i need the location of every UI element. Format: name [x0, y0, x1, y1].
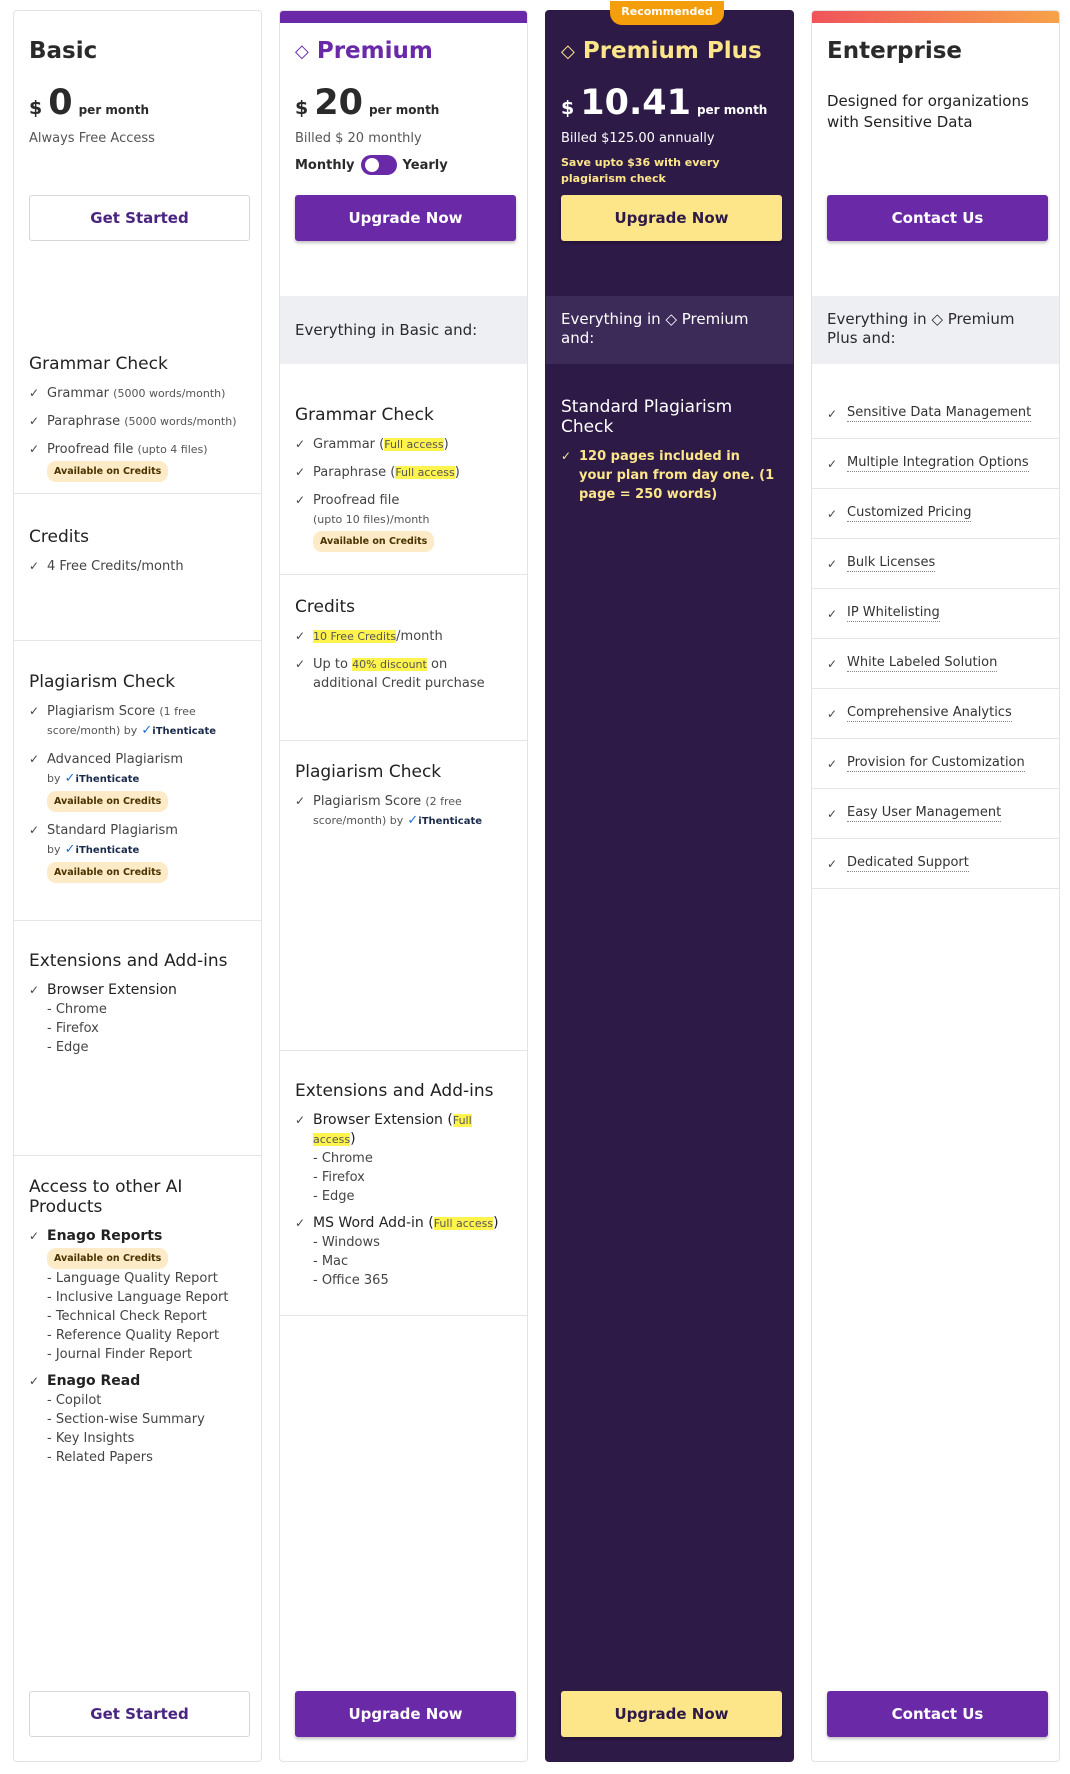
discount-highlight: 40% discount	[352, 658, 427, 671]
upgrade-now-button-bottom[interactable]: Upgrade Now	[561, 1691, 782, 1737]
check-icon: ✓	[827, 556, 838, 571]
feature-link[interactable]: Provision for Customization	[847, 755, 1025, 770]
diamond-icon: ◇	[295, 40, 309, 62]
full-access-highlight: Full access	[313, 1114, 472, 1146]
feature-label: 120 pages included in your plan from day one. (1 page = 250 words)	[579, 449, 775, 502]
feature-plagiarism-score	[29, 702, 246, 741]
plan-premium	[279, 10, 528, 1762]
feature-label: MS Word Add-in	[313, 1215, 424, 1231]
feature-link[interactable]: White Labeled Solution	[847, 655, 998, 670]
section-heading: Credits	[295, 597, 355, 617]
enterprise-feature	[812, 439, 1059, 489]
feature-note: (5000 words/month)	[113, 387, 226, 400]
monthly-label: Monthly	[295, 157, 355, 173]
sub-item: - Journal Finder Report	[47, 1347, 193, 1362]
sub-item: - Language Quality Report	[47, 1271, 218, 1286]
price	[29, 83, 149, 123]
feature-link[interactable]: Bulk Licenses	[847, 555, 936, 570]
feature-label: Proofread file	[47, 442, 134, 457]
enterprise-feature	[812, 489, 1059, 539]
check-icon: ✓	[295, 794, 306, 808]
currency: $	[561, 97, 575, 119]
section-heading: Plagiarism Check	[29, 672, 176, 692]
feature-grammar	[29, 384, 246, 403]
diamond-icon: ◇	[931, 310, 943, 328]
check-icon: ✓	[827, 456, 838, 471]
section-heading: Access to other AI Products	[29, 1177, 183, 1217]
feature-credit-discount	[295, 655, 512, 693]
plan-title-text: Premium	[316, 38, 433, 64]
diamond-icon: ◇	[561, 40, 575, 62]
plan-enterprise	[811, 10, 1060, 1762]
inherit-band: Everything in Basic and:	[280, 296, 527, 364]
ithenticate-logo: ✓iThenticate	[64, 842, 140, 857]
yearly-label: Yearly	[402, 157, 448, 173]
sub-item: - Section-wise Summary	[47, 1412, 205, 1427]
feature-proofread	[29, 440, 246, 482]
section-credits	[14, 511, 261, 641]
check-icon: ✓	[29, 414, 40, 428]
currency: $	[29, 97, 43, 119]
full-access-highlight: Full access	[384, 438, 444, 451]
check-icon: ✓	[295, 493, 306, 507]
feature-link[interactable]: Sensitive Data Management	[847, 405, 1032, 420]
feature-label: Up to	[313, 657, 348, 672]
credits-badge: Available on Credits	[47, 791, 168, 812]
feature-label: Browser Extension	[313, 1112, 443, 1128]
currency: $	[295, 97, 309, 119]
section-standard-plagiarism	[561, 397, 776, 513]
free-credits-highlight: 10 Free Credits	[313, 630, 397, 643]
feature-link[interactable]: Customized Pricing	[847, 505, 972, 520]
feature-label: Plagiarism Score	[313, 794, 422, 809]
ithenticate-logo: ✓iThenticate	[407, 813, 483, 828]
brand-name: iThenticate	[75, 774, 140, 785]
feature-enago-reports	[29, 1227, 246, 1269]
feature-note: (upto 10 files)/month	[313, 513, 430, 526]
enterprise-feature	[812, 539, 1059, 589]
sub-item: - Technical Check Report	[47, 1309, 207, 1324]
check-icon: ✓	[29, 559, 40, 573]
check-icon: ✓	[29, 983, 40, 997]
feature-note: (2 free score/month) by	[313, 795, 462, 827]
band-text: Everything in	[827, 310, 927, 328]
sub-item: - Windows	[313, 1235, 380, 1250]
feature-label: Grammar	[313, 437, 376, 452]
get-started-button-bottom[interactable]: Get Started	[29, 1691, 250, 1737]
feature-enago-read	[29, 1372, 246, 1391]
full-access-highlight: Full access	[433, 1217, 494, 1230]
section-plagiarism	[14, 656, 261, 921]
check-icon: ✓	[295, 657, 306, 671]
billing-switch[interactable]	[361, 155, 397, 175]
credits-badge: Available on Credits	[47, 1248, 168, 1269]
plan-title	[295, 38, 433, 64]
check-icon: ✓	[827, 656, 838, 671]
brand-name: iThenticate	[418, 816, 483, 827]
feature-paraphrase	[29, 412, 246, 431]
feature-label: /month	[396, 629, 443, 644]
check-icon: ✓	[295, 1113, 306, 1127]
check-icon: ✓	[29, 752, 40, 766]
band-text: Premium Plus and:	[827, 310, 1015, 347]
upgrade-now-button[interactable]: Upgrade Now	[561, 195, 782, 241]
check-icon: ✓	[29, 704, 40, 718]
check-icon: ✓	[29, 1374, 40, 1388]
feature-label: Paraphrase	[313, 465, 387, 480]
plan-title: Enterprise	[827, 38, 963, 64]
feature-label: Enago Read	[47, 1373, 141, 1389]
plan-premium-plus	[545, 5, 794, 1762]
sub-item: - Chrome	[313, 1151, 373, 1166]
feature-free-credits	[295, 627, 512, 646]
feature-label: 4 Free Credits/month	[47, 559, 184, 574]
section-heading: Extensions and Add-ins	[295, 1081, 494, 1101]
sub-item: - Related Papers	[47, 1450, 153, 1465]
get-started-button[interactable]: Get Started	[29, 195, 250, 241]
feature-note: (upto 4 files)	[137, 443, 208, 456]
upgrade-now-button-bottom[interactable]: Upgrade Now	[295, 1691, 516, 1737]
diamond-icon: ◇	[665, 310, 677, 328]
section-heading: Grammar Check	[29, 354, 168, 374]
accent-bar	[812, 11, 1059, 23]
feature-note: (5000 words/month)	[124, 415, 237, 428]
section-extensions	[280, 1071, 527, 1316]
feature-label: Plagiarism Score	[47, 704, 156, 719]
enterprise-feature	[812, 639, 1059, 689]
plan-basic	[13, 10, 262, 1762]
by-label: by	[47, 843, 61, 856]
check-icon: ✓	[827, 406, 838, 421]
check-icon: ✓	[827, 606, 838, 621]
feature-link[interactable]: Dedicated Support	[847, 855, 969, 870]
check-icon: ✓	[561, 449, 572, 463]
section-credits	[280, 581, 527, 741]
ithenticate-logo: ✓iThenticate	[141, 723, 217, 738]
band-text: Premium and:	[561, 310, 749, 347]
sub-item: - Edge	[313, 1189, 355, 1204]
sub-item: - Office 365	[313, 1273, 389, 1288]
sub-item: - Copilot	[47, 1393, 102, 1408]
recommended-badge: Recommended	[610, 1, 724, 25]
full-access-highlight: Full access	[395, 466, 455, 479]
feature-word-addin: ✓ MS Word Add-in (Full access)	[295, 1215, 499, 1231]
sub-item: - Reference Quality Report	[47, 1328, 220, 1343]
credits-badge: Available on Credits	[47, 461, 168, 482]
section-heading: Credits	[29, 527, 89, 547]
feature-label: Grammar	[47, 386, 110, 401]
brand-name: iThenticate	[152, 726, 217, 737]
contact-us-button[interactable]: Contact Us	[827, 195, 1048, 241]
credits-badge: Available on Credits	[313, 531, 434, 552]
check-icon: ✓	[827, 706, 838, 721]
check-icon: ✓	[295, 465, 306, 479]
enterprise-feature	[812, 689, 1059, 739]
sub-item: - Edge	[47, 1040, 89, 1055]
feature-advanced-plagiarism	[29, 750, 246, 812]
section-heading: Extensions and Add-ins	[29, 951, 228, 971]
sub-item: - Key Insights	[47, 1431, 135, 1446]
feature-grammar: ✓ Grammar (Full access)	[295, 437, 449, 452]
feature-note: (1 free score/month) by	[47, 705, 196, 737]
sub-item: - Firefox	[313, 1170, 365, 1185]
section-heading: Standard Plagiarism Check	[561, 397, 733, 437]
feature-label: Paraphrase	[47, 414, 121, 429]
feature-link[interactable]: Easy User Management	[847, 805, 1002, 820]
price-amount: 20	[314, 83, 363, 123]
sub-item: - Chrome	[47, 1002, 107, 1017]
band-text: Everything in	[561, 310, 661, 328]
section-extensions	[14, 931, 261, 1156]
check-icon: ✓	[29, 386, 40, 400]
section-grammar	[14, 354, 261, 494]
feature-paraphrase: ✓ Paraphrase (Full access)	[295, 465, 460, 480]
price-period: per month	[696, 103, 768, 117]
ithenticate-logo: ✓iThenticate	[64, 771, 140, 786]
feature-label: Browser Extension	[47, 982, 177, 998]
feature-link[interactable]: Comprehensive Analytics	[847, 705, 1012, 720]
accent-bar	[280, 11, 527, 23]
savings-note: Save upto $36 with every plagiarism check	[561, 156, 720, 185]
sub-item: - Firefox	[47, 1021, 99, 1036]
enterprise-feature	[812, 389, 1059, 439]
feature-link[interactable]: Multiple Integration Options	[847, 455, 1029, 470]
plan-title-text: Premium Plus	[582, 38, 762, 64]
feature-label: Enago Reports	[47, 1228, 163, 1244]
feature-link[interactable]: IP Whitelisting	[847, 605, 940, 620]
feature-proofread	[295, 491, 512, 552]
check-icon: ✓	[827, 506, 838, 521]
check-icon: ✓	[295, 437, 306, 451]
upgrade-now-button[interactable]: Upgrade Now	[295, 195, 516, 241]
price	[295, 83, 439, 123]
sub-item: - Mac	[313, 1254, 349, 1269]
feature-label: Proofread file	[313, 493, 400, 508]
section-ai-products	[14, 1161, 261, 1491]
plan-subtitle: Billed $125.00 annually	[561, 131, 715, 146]
price-period: per month	[78, 103, 149, 117]
contact-us-button-bottom[interactable]: Contact Us	[827, 1691, 1048, 1737]
brand-name: iThenticate	[75, 845, 140, 856]
credits-badge: Available on Credits	[47, 862, 168, 883]
check-icon: ✓	[827, 856, 838, 871]
price-amount: 0	[48, 83, 73, 123]
feature-browser-extension: ✓ Browser Extension (Full access)	[295, 1112, 472, 1147]
check-icon: ✓	[295, 1216, 306, 1230]
feature-label: Advanced Plagiarism	[47, 752, 183, 767]
plan-subtitle: Billed $ 20 monthly	[295, 131, 422, 146]
feature-pages-included	[561, 447, 776, 504]
check-icon: ✓	[29, 442, 40, 456]
price-amount: 10.41	[580, 83, 691, 123]
feature-label: on additional Credit purchase	[313, 657, 485, 691]
plan-title	[561, 38, 762, 64]
feature-standard-plagiarism	[29, 821, 246, 883]
section-heading: Grammar Check	[295, 405, 434, 425]
feature-label: Standard Plagiarism	[47, 823, 178, 838]
section-plagiarism	[280, 746, 527, 1051]
price	[561, 83, 767, 123]
inherit-band	[812, 296, 1059, 364]
check-icon: ✓	[827, 806, 838, 821]
price-period: per month	[368, 103, 440, 117]
check-icon: ✓	[29, 1229, 40, 1243]
enterprise-feature	[812, 739, 1059, 789]
by-label: by	[47, 772, 61, 785]
feature-credits	[29, 557, 246, 576]
feature-browser-extension	[29, 981, 246, 1000]
enterprise-feature	[812, 789, 1059, 839]
section-grammar	[280, 395, 527, 575]
check-icon: ✓	[295, 629, 306, 643]
sub-item: - Inclusive Language Report	[47, 1290, 229, 1305]
check-icon: ✓	[827, 756, 838, 771]
feature-plagiarism-score	[295, 792, 512, 831]
plan-subtitle: Always Free Access	[29, 131, 155, 146]
inherit-band	[546, 296, 793, 364]
enterprise-feature	[812, 589, 1059, 639]
plan-subtitle: Designed for organizations with Sensitive Data	[827, 92, 1029, 131]
check-icon: ✓	[29, 823, 40, 837]
plan-title: Basic	[29, 38, 98, 64]
section-heading: Plagiarism Check	[295, 762, 442, 782]
enterprise-feature	[812, 839, 1059, 889]
billing-toggle	[295, 155, 448, 175]
